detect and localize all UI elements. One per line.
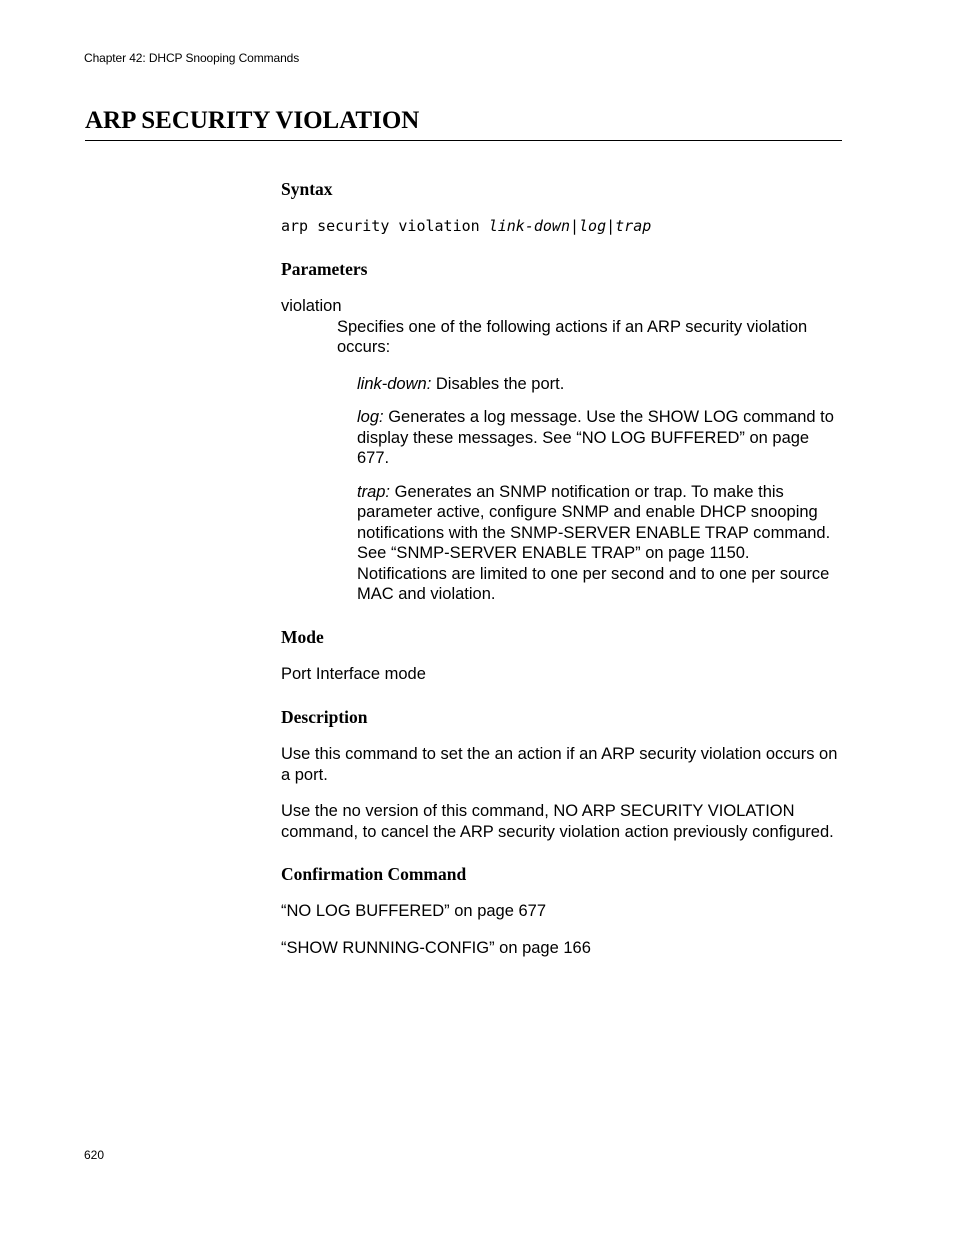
syntax-args: link-down|log|trap xyxy=(488,217,652,235)
parameters-heading: Parameters xyxy=(281,259,368,279)
running-header: Chapter 42: DHCP Snooping Commands xyxy=(84,51,300,65)
confirmation-item: “SHOW RUNNING-CONFIG” on page 166 xyxy=(281,938,591,957)
main-content xyxy=(281,178,846,958)
syntax-command xyxy=(281,216,846,236)
description-paragraph: Use this command to set the an action if an ARP security violation occurs on a port. xyxy=(281,745,838,784)
syntax-heading: Syntax xyxy=(281,179,333,199)
parameter-description: Specifies one of the following actions if an ARP security violation occurs: xyxy=(337,317,808,356)
page-number: 620 xyxy=(84,1148,105,1162)
mode-heading: Mode xyxy=(281,626,324,647)
page-title: ARP SECURITY VIOLATION xyxy=(85,107,420,134)
option-text: Generates a log message. Use the SHOW LOG command to display these messages. See “NO LOG BUFFERED” on page 677. xyxy=(357,408,834,467)
option-text: Disables the port. xyxy=(431,374,565,393)
description-paragraph: Use the no version of this command, NO ARP SECURITY VIOLATION command, to cancel the ARP security violation action previously configured. xyxy=(281,802,834,841)
confirmation-heading: Confirmation Command xyxy=(281,864,467,884)
title-rule xyxy=(85,140,842,141)
option-term: link-down: xyxy=(357,374,432,393)
option-log xyxy=(357,407,842,469)
option-link-down xyxy=(357,374,842,395)
confirmation-item: “NO LOG BUFFERED” on page 677 xyxy=(281,902,547,920)
syntax-command-text: arp security violation xyxy=(281,217,489,235)
option-term: trap: xyxy=(357,482,391,501)
option-trap xyxy=(357,482,842,605)
mode-text: Port Interface mode xyxy=(281,664,426,683)
parameter-name: violation xyxy=(281,297,342,315)
option-text: Generates an SNMP notification or trap. To make this parameter active, configure SNMP and enable DHCP snooping notifications with the SNMP-SERVER ENABLE TRAP command. See “SNMP-SERVER ENABLE TRAP” on page 1150. Notifications are limited to one per second and to one per source MAC and violation. xyxy=(357,482,831,603)
option-term: log: xyxy=(357,408,384,426)
description-heading: Description xyxy=(281,707,368,727)
